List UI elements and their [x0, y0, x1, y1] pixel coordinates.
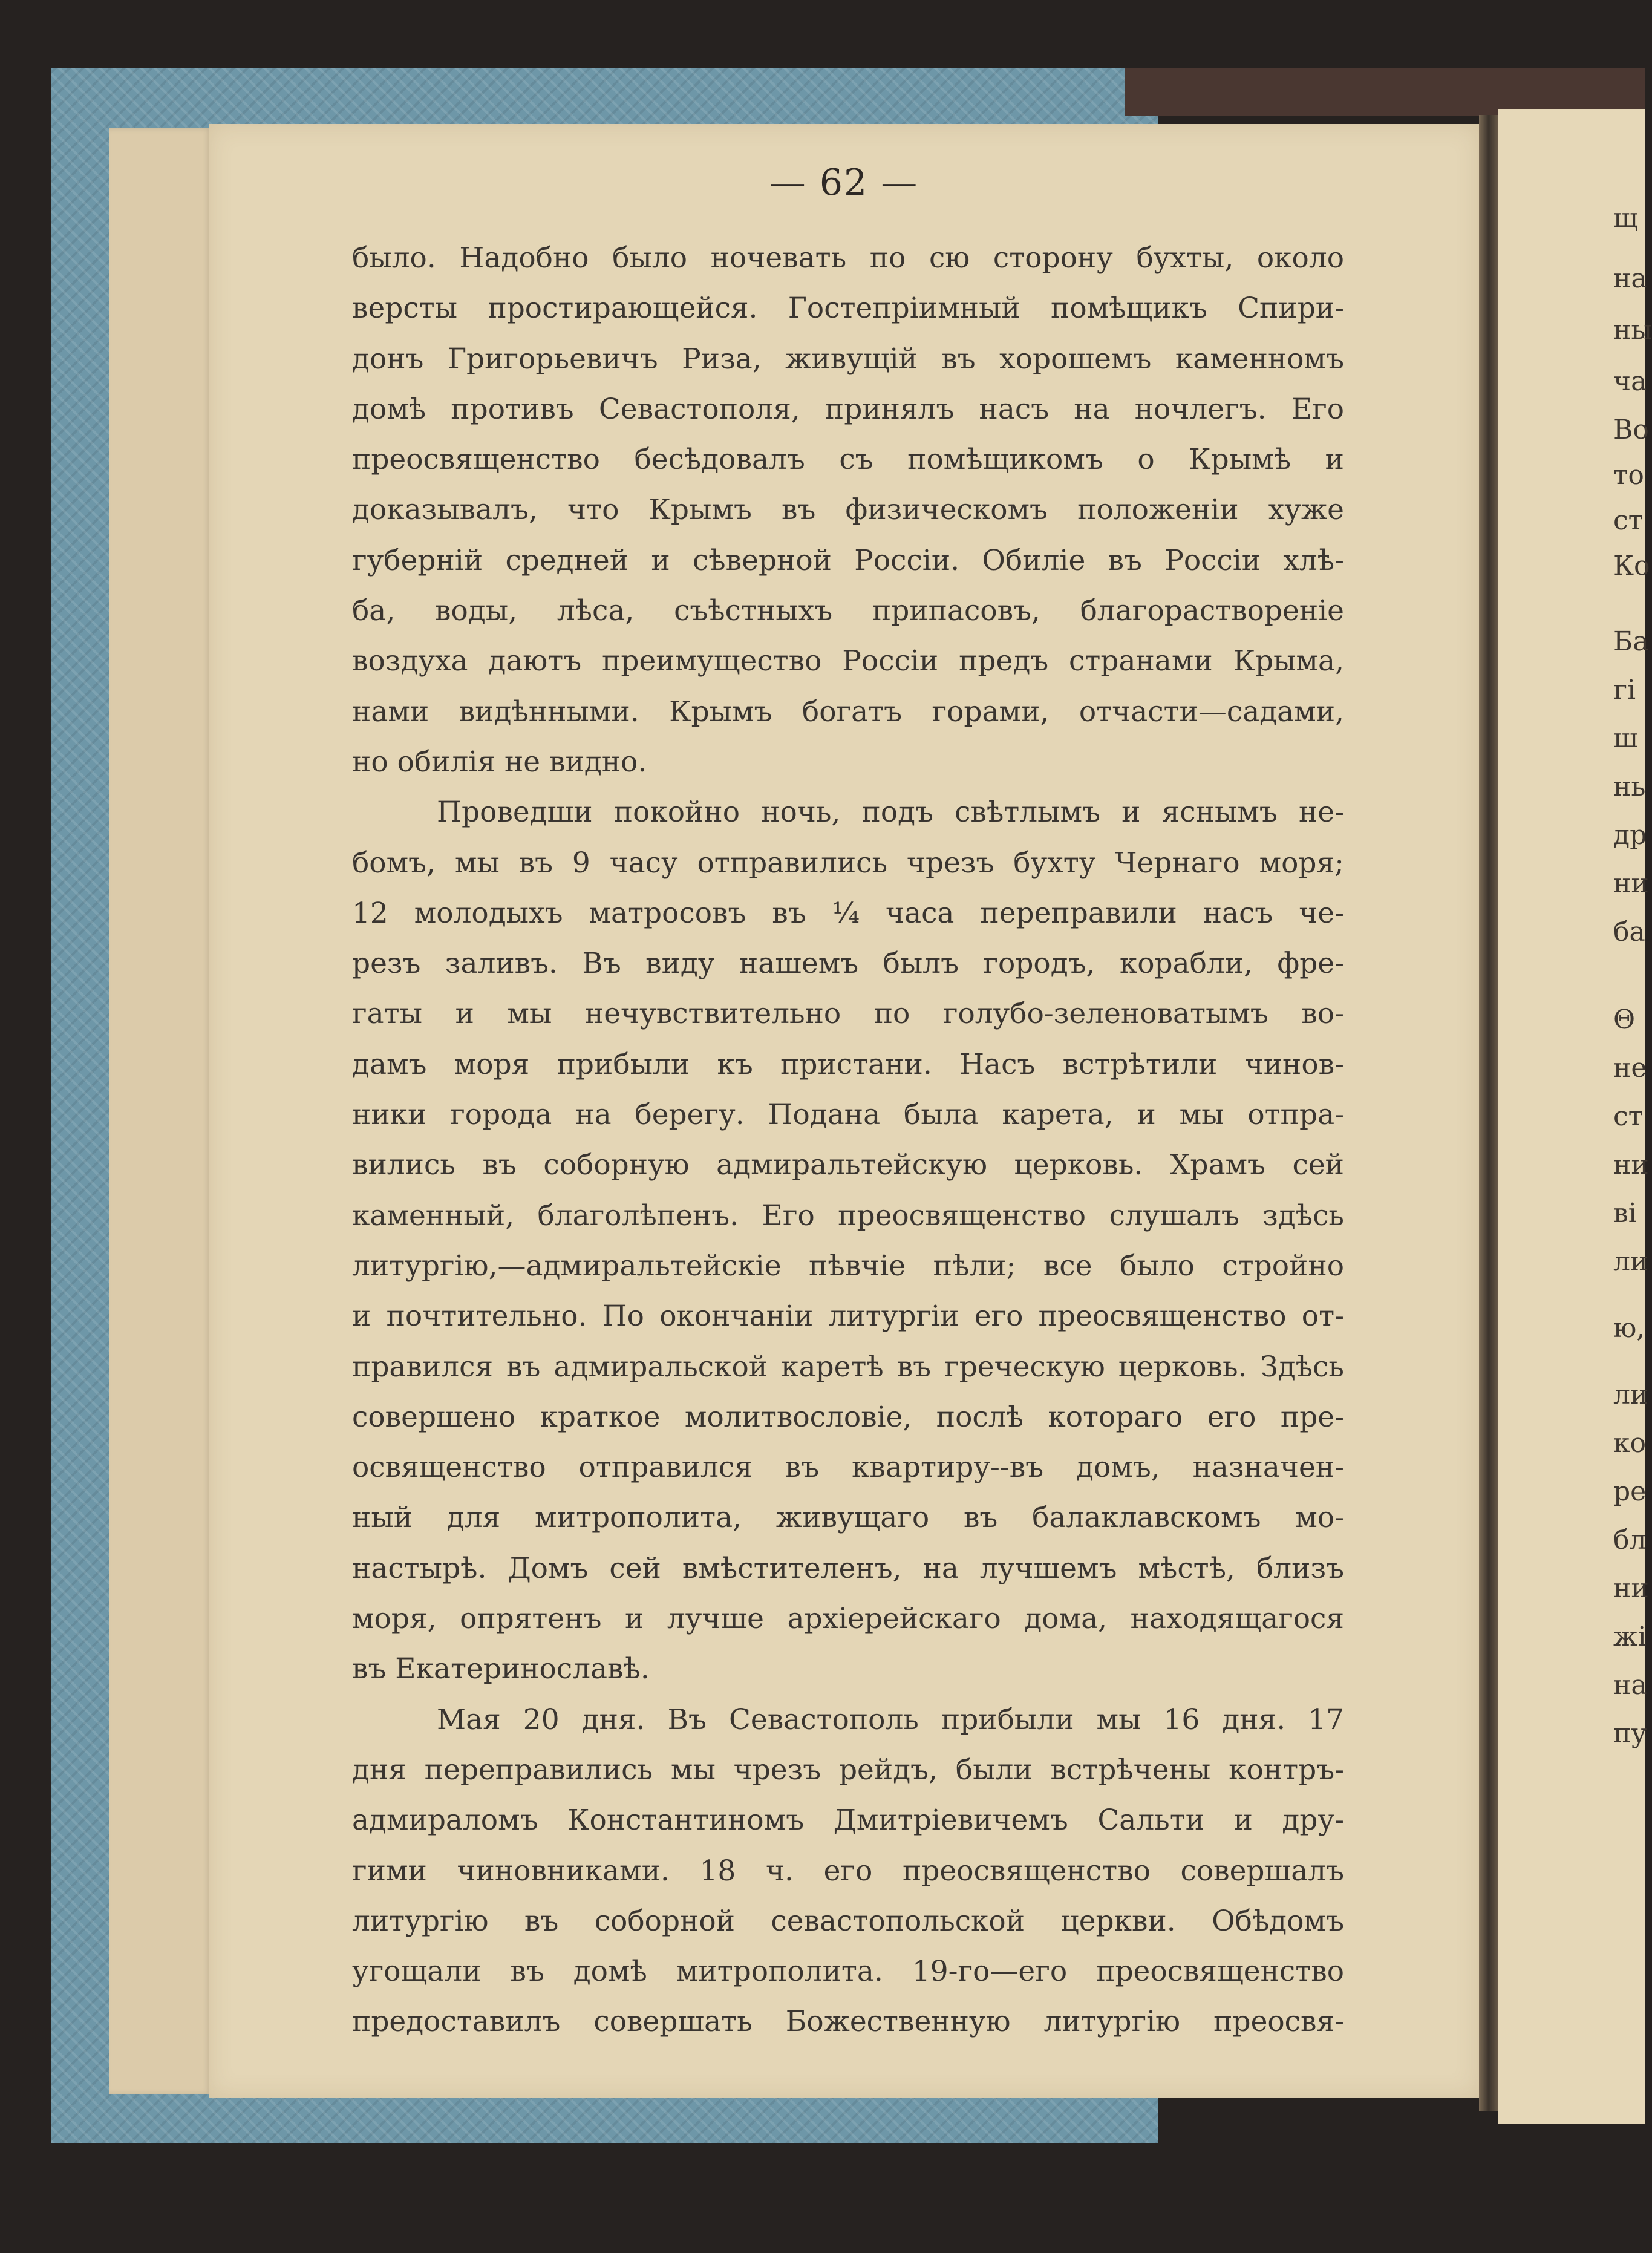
next-page-text-fragment: то — [1613, 460, 1644, 491]
text-line: дня переправились мы чрезъ рейдъ, были встрѣчены контръ- — [352, 1753, 1344, 1787]
text-line: нами видѣнными. Крымъ богатъ горами, отчасти—садами, — [352, 695, 1344, 728]
next-page-text-fragment: пу — [1613, 1718, 1647, 1749]
next-page-text-fragment: Ба — [1613, 626, 1649, 657]
next-page-text-fragment: ни — [1613, 1573, 1649, 1604]
next-page-text-fragment: ко — [1613, 1428, 1646, 1459]
next-page-text-fragment: ре — [1613, 1476, 1647, 1507]
text-line: настырѣ. Домъ сей вмѣстителенъ, на лучшемъ мѣстѣ, близъ — [352, 1551, 1344, 1585]
text-line: было. Надобно было ночевать по сю сторону бухты, около — [352, 241, 1344, 275]
next-page-text-fragment: ю, — [1613, 1313, 1645, 1344]
next-page-text-fragment: нь — [1613, 771, 1646, 802]
next-page-text-fragment: на — [1613, 1670, 1647, 1701]
next-page-text-fragment: щ — [1613, 203, 1638, 234]
next-page-text-fragment: Во — [1613, 414, 1649, 445]
text-line: гаты и мы нечувствительно по голубо-зеленоватымъ во- — [352, 997, 1344, 1031]
text-line: правился въ адмиральской каретѣ въ греческую церковь. Здѣсь — [352, 1350, 1344, 1384]
text-line: преосвященство бесѣдовалъ съ помѣщикомъ о Крымѣ и — [352, 443, 1344, 477]
text-line: версты простирающейся. Гостепріимный помѣщикъ Спири- — [352, 292, 1344, 325]
text-line: донъ Григорьевичъ Риза, живущій въ хорошемъ каменномъ — [352, 342, 1344, 376]
next-page-text-fragment: др — [1613, 820, 1647, 851]
next-page-text-fragment: ча — [1613, 366, 1647, 397]
next-page-text-fragment: ш — [1613, 723, 1638, 754]
text-line: предоставилъ совершать Божественную литургію преосвя- — [352, 2005, 1344, 2039]
text-line: дамъ моря прибыли къ пристани. Насъ встрѣтили чинов- — [352, 1047, 1344, 1081]
text-line: ный для митрополита, живущаго въ балаклавскомъ мо- — [352, 1501, 1344, 1535]
text-line: резъ заливъ. Въ виду нашемъ былъ городъ, корабли, фре- — [352, 947, 1344, 981]
text-line: Мая 20 дня. Въ Севастополь прибыли мы 16 дня. 17 — [437, 1702, 1344, 1736]
next-page-text-fragment: жі — [1613, 1621, 1647, 1652]
text-line: но обилія не видно. — [352, 745, 647, 779]
previous-page-edge — [109, 128, 212, 2094]
text-line: ники города на берегу. Подана была карета, и мы отпра- — [352, 1098, 1344, 1132]
next-page-text-fragment: ни — [1613, 868, 1649, 899]
next-page-text-fragment: ба — [1613, 917, 1645, 947]
next-page-text-fragment: ві — [1613, 1198, 1637, 1229]
text-line: моря, опрятенъ и лучше архіерейскаго дома, находящагося — [352, 1602, 1344, 1636]
next-page-text-fragment: ли — [1613, 1379, 1648, 1410]
text-line: ба, воды, лѣса, съѣстныхъ припасовъ, благораствореніе — [352, 594, 1344, 628]
text-line: угощали въ домѣ митрополита. 19-го—его преосвященство — [352, 1955, 1344, 1989]
text-line: адмираломъ Константиномъ Дмитріевичемъ Сальти и дру- — [352, 1803, 1344, 1837]
text-line: каменный, благолѣпенъ. Его преосвященство слушалъ здѣсь — [352, 1198, 1344, 1232]
next-page-text-fragment: ст — [1613, 505, 1643, 536]
text-line: и почтительно. По окончаніи литургіи его преосвященство от- — [352, 1300, 1344, 1333]
text-line: гими чиновниками. 18 ч. его преосвященство совершалъ — [352, 1854, 1344, 1888]
next-page-text-fragment: бл — [1613, 1525, 1647, 1555]
text-line: Проведши покойно ночь, подъ свѣтлымъ и яснымъ не- — [437, 796, 1344, 829]
page-number: — 62 — — [769, 162, 919, 204]
next-page-text-fragment: Ко — [1613, 551, 1650, 581]
text-line: бомъ, мы въ 9 часу отправились чрезъ бухту Чернаго моря; — [352, 846, 1344, 880]
text-line: въ Екатеринославѣ. — [352, 1652, 650, 1686]
next-page-text-fragment: Θ — [1613, 1004, 1636, 1035]
text-line: воздуха даютъ преимущество Россіи предъ странами Крыма, — [352, 644, 1344, 678]
text-line: вились въ соборную адмиральтейскую церковь. Храмъ сей — [352, 1148, 1344, 1182]
next-page-text-fragment: ны — [1613, 315, 1652, 345]
text-line: губерній средней и сѣверной Россіи. Обиліе въ Россіи хлѣ- — [352, 543, 1344, 577]
next-page-text-fragment: ли — [1613, 1246, 1648, 1277]
page-text — [352, 233, 1344, 2047]
text-line: литургію въ соборной севастопольской церкви. Обѣдомъ — [352, 1904, 1344, 1938]
text-line: 12 молодыхъ матросовъ въ ¼ часа переправили насъ че- — [352, 896, 1344, 930]
next-page-text-fragment: гі — [1613, 675, 1636, 705]
text-line: литургію,—адмиральтейскіе пѣвчіе пѣли; все было стройно — [352, 1249, 1344, 1283]
next-page-text-fragment: на — [1613, 263, 1647, 294]
next-page-edge — [1498, 109, 1652, 2124]
book-gutter — [1479, 115, 1498, 2111]
book-page — [209, 124, 1479, 2098]
next-page-text-fragment: ст — [1613, 1101, 1643, 1132]
text-line: освященство отправился въ квартиру--въ домъ, назначен- — [352, 1451, 1344, 1485]
text-line: домѣ противъ Севастополя, принялъ насъ на ночлегъ. Его — [352, 392, 1344, 426]
text-line: доказывалъ, что Крымъ въ физическомъ положеніи хуже — [352, 493, 1344, 527]
next-page-text-fragment: не — [1613, 1053, 1647, 1084]
text-line: совершено краткое молитвословіе, послѣ котораго его пре- — [352, 1400, 1344, 1434]
next-page-text-fragment: ни — [1613, 1149, 1649, 1180]
